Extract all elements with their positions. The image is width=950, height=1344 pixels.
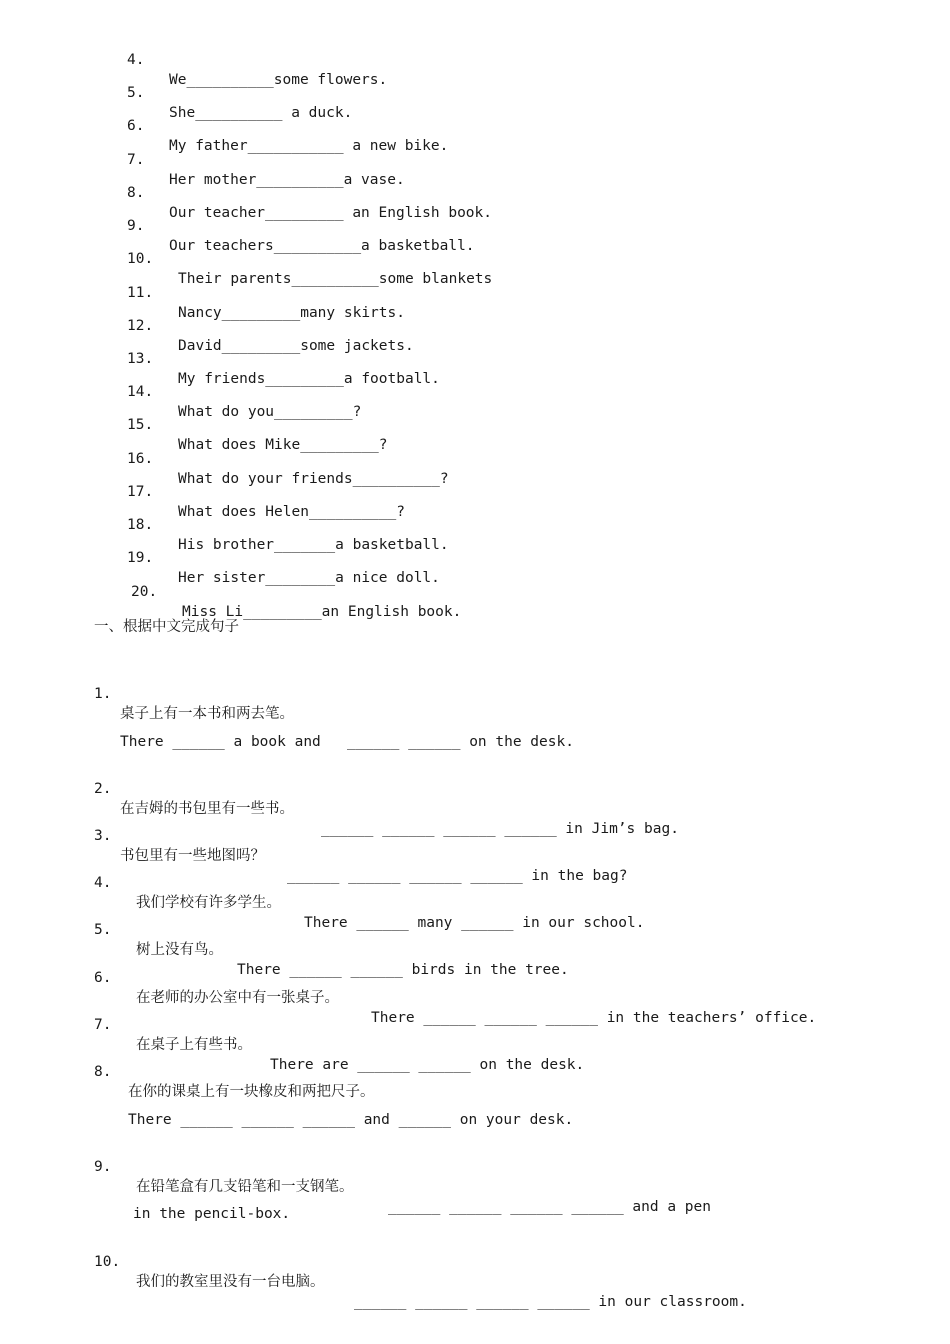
item-english: ______ ______ ______ ______ in the bag? bbox=[287, 868, 628, 884]
item-number: 5. bbox=[127, 85, 145, 101]
item-text: What does Mike_________? bbox=[178, 437, 388, 453]
item-number: 10. bbox=[94, 1254, 121, 1270]
item-text: David_________some jackets. bbox=[178, 338, 414, 354]
item-text: Their parents__________some blankets bbox=[178, 271, 493, 287]
item-text: Miss Li_________an English book. bbox=[182, 604, 462, 620]
item-chinese: 在老师的办公室中有一张桌子。 bbox=[136, 990, 339, 1006]
item-number: 6. bbox=[127, 118, 145, 134]
item-number: 8. bbox=[94, 1064, 112, 1080]
item-english: There ______ many ______ in our school. bbox=[304, 915, 645, 931]
item-english: ______ ______ ______ ______ in Jim’s bag. bbox=[321, 821, 679, 837]
item-english: There ______ ______ ______ in the teachers’ office. bbox=[371, 1010, 817, 1026]
item-number: 16. bbox=[127, 451, 154, 467]
item-number: 2. bbox=[94, 781, 112, 797]
item-text: What does Helen__________? bbox=[178, 504, 405, 520]
item-text: My father___________ a new bike. bbox=[169, 138, 449, 154]
exercise-item bbox=[0, 1232, 747, 1332]
item-number: 20. bbox=[131, 584, 158, 600]
item-english: There ______ ______ birds in the tree. bbox=[237, 962, 569, 978]
item-english: ______ ______ ______ ______ in our classroom. bbox=[354, 1294, 747, 1310]
item-number: 17. bbox=[127, 484, 154, 500]
item-text: Our teachers__________a basketball. bbox=[169, 238, 475, 254]
item-chinese: 我们的教室里没有一台电脑。 bbox=[136, 1274, 325, 1290]
item-number: 9. bbox=[94, 1159, 112, 1175]
item-number: 18. bbox=[127, 517, 154, 533]
item-chinese: 桌子上有一本书和两去笔。 bbox=[120, 706, 294, 722]
item-text: My friends_________a football. bbox=[178, 371, 440, 387]
item-number: 1. bbox=[94, 686, 112, 702]
item-text: Her sister________a nice doll. bbox=[178, 570, 440, 586]
item-text: Her mother__________a vase. bbox=[169, 172, 405, 188]
item-text: His brother_______a basketball. bbox=[178, 537, 449, 553]
item-number: 13. bbox=[127, 351, 154, 367]
item-text: We__________some flowers. bbox=[169, 72, 388, 88]
item-number: 11. bbox=[127, 285, 154, 301]
item-text: She__________ a duck. bbox=[169, 105, 353, 121]
item-text: Nancy_________many skirts. bbox=[178, 305, 405, 321]
item-english: There ______ ______ ______ and ______ on your desk. bbox=[128, 1112, 574, 1128]
item-number: 12. bbox=[127, 318, 154, 334]
item-chinese: 在吉姆的书包里有一些书。 bbox=[120, 801, 294, 817]
item-number: 19. bbox=[127, 550, 154, 566]
item-number: 10. bbox=[127, 251, 154, 267]
item-chinese: 在你的课桌上有一块橡皮和两把尺子。 bbox=[128, 1084, 375, 1100]
item-text: Our teacher_________ an English book. bbox=[169, 205, 493, 221]
item-number: 8. bbox=[127, 185, 145, 201]
item-chinese: 书包里有一些地图吗？ bbox=[120, 848, 265, 864]
item-chinese: 树上没有鸟。 bbox=[136, 942, 223, 958]
item-number: 7. bbox=[94, 1017, 112, 1033]
item-number: 4. bbox=[127, 52, 145, 68]
item-number: 15. bbox=[127, 417, 154, 433]
item-number: 5. bbox=[94, 922, 112, 938]
section-heading: 一、根据中文完成句子 bbox=[94, 619, 239, 635]
item-number: 7. bbox=[127, 152, 145, 168]
item-english: There are ______ ______ on the desk. bbox=[270, 1057, 585, 1073]
item-chinese: 在铅笔盒有几支铅笔和一支钢笔。 bbox=[136, 1179, 354, 1195]
item-number: 9. bbox=[127, 218, 145, 234]
item-chinese: 在桌子上有些书。 bbox=[136, 1037, 252, 1053]
item-english: ______ ______ ______ ______ and a pen bbox=[388, 1199, 712, 1215]
item-number: 4. bbox=[94, 875, 112, 891]
item-english: There ______ a book and ______ ______ on the desk. bbox=[120, 734, 574, 750]
item-chinese: 我们学校有许多学生。 bbox=[136, 895, 281, 911]
item-number: 3. bbox=[94, 828, 112, 844]
item-text: What do your friends__________? bbox=[178, 471, 449, 487]
item-text: What do you_________? bbox=[178, 404, 362, 420]
item-english: in the pencil-box. bbox=[133, 1206, 291, 1222]
item-number: 6. bbox=[94, 970, 112, 986]
item-number: 14. bbox=[127, 384, 154, 400]
